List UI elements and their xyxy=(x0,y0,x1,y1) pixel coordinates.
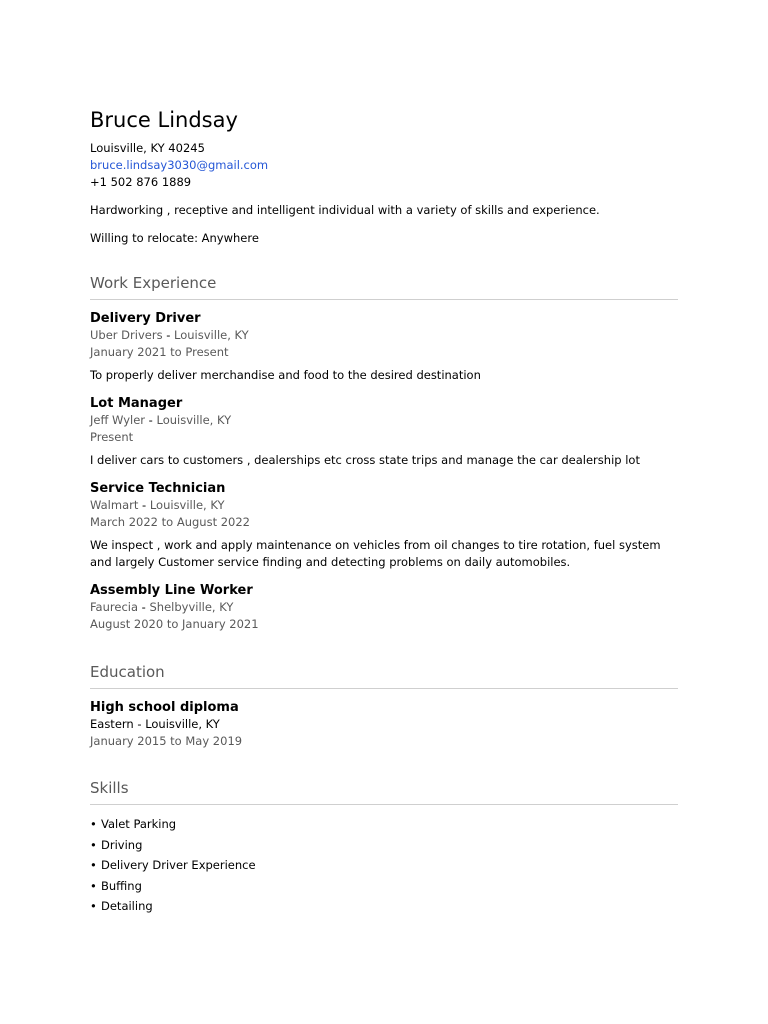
school-location: Eastern - Louisville, KY xyxy=(90,717,220,731)
job-entry xyxy=(90,582,678,633)
job-location: Louisville, KY xyxy=(156,413,232,427)
job-description: To properly deliver merchandise and food to the desired destination xyxy=(90,368,481,382)
bullet-icon: • xyxy=(90,837,97,852)
skill-item xyxy=(90,855,678,876)
skill-item xyxy=(90,896,678,917)
phone-number: +1 502 876 1889 xyxy=(90,175,192,189)
school-location-text: Louisville, KY xyxy=(145,717,220,731)
resume-page xyxy=(90,106,678,917)
job-dates: August 2020 to January 2021 xyxy=(90,617,259,631)
education-dates: January 2015 to May 2019 xyxy=(90,734,243,748)
job-title: Assembly Line Worker xyxy=(90,583,253,598)
degree-title: High school diploma xyxy=(90,700,239,715)
job-company: Uber Drivers xyxy=(90,328,163,342)
school-name: Eastern xyxy=(90,717,134,731)
job-location: Louisville, KY xyxy=(149,498,225,512)
skills-list xyxy=(90,814,678,917)
job-company-location: Jeff Wyler - Louisville, KY xyxy=(90,413,232,427)
education-entry xyxy=(90,699,678,750)
job-entry xyxy=(90,395,678,469)
bullet-icon: • xyxy=(90,878,97,893)
job-company: Walmart xyxy=(90,498,139,512)
job-description: I deliver cars to customers , dealerships etc cross state trips and manage the car dealership lot xyxy=(90,453,640,467)
skill-item xyxy=(90,835,678,856)
bullet-icon: • xyxy=(90,899,97,913)
skill-label: Driving xyxy=(101,837,143,852)
job-location: Louisville, KY xyxy=(174,328,249,342)
candidate-name: Bruce Lindsay xyxy=(90,108,238,132)
job-entry xyxy=(90,310,678,384)
bullet-icon: • xyxy=(90,817,97,831)
job-company-location: Walmart - Louisville, KY xyxy=(90,498,225,512)
job-company-location: Faurecia - Shelbyville, KY xyxy=(90,600,234,614)
skill-item xyxy=(90,876,678,897)
job-dates: Present xyxy=(90,430,134,444)
skill-label: Detailing xyxy=(101,899,153,913)
job-location: Shelbyville, KY xyxy=(149,600,234,614)
bullet-icon: • xyxy=(90,858,97,872)
job-title: Service Technician xyxy=(90,481,226,496)
job-entry xyxy=(90,480,678,571)
location: Louisville, KY 40245 xyxy=(90,141,205,155)
job-dates: January 2021 to Present xyxy=(90,345,229,359)
work-experience-heading: Work Experience xyxy=(90,273,678,300)
job-company-location: Uber Drivers - Louisville, KY xyxy=(90,328,249,342)
skills-heading: Skills xyxy=(90,778,678,805)
skill-label: Buffing xyxy=(101,878,142,893)
job-dates: March 2022 to August 2022 xyxy=(90,515,251,529)
skill-label: Valet Parking xyxy=(101,817,177,831)
education-heading: Education xyxy=(90,662,678,689)
job-title: Delivery Driver xyxy=(90,311,201,326)
email-link[interactable]: bruce.lindsay3030@gmail.com xyxy=(90,158,269,172)
job-description: We inspect , work and apply maintenance on vehicles from oil changes to tire rotation, fuel system and largely Customer service finding and detecting problems on daily automobiles. xyxy=(90,538,661,569)
job-company: Faurecia xyxy=(90,600,139,614)
skill-label: Delivery Driver Experience xyxy=(101,858,256,872)
relocate-text: Willing to relocate: Anywhere xyxy=(90,231,259,245)
skill-item xyxy=(90,814,678,835)
job-title: Lot Manager xyxy=(90,396,183,411)
summary-text: Hardworking , receptive and intelligent individual with a variety of skills and experience. xyxy=(90,203,600,217)
job-company: Jeff Wyler xyxy=(90,413,146,427)
